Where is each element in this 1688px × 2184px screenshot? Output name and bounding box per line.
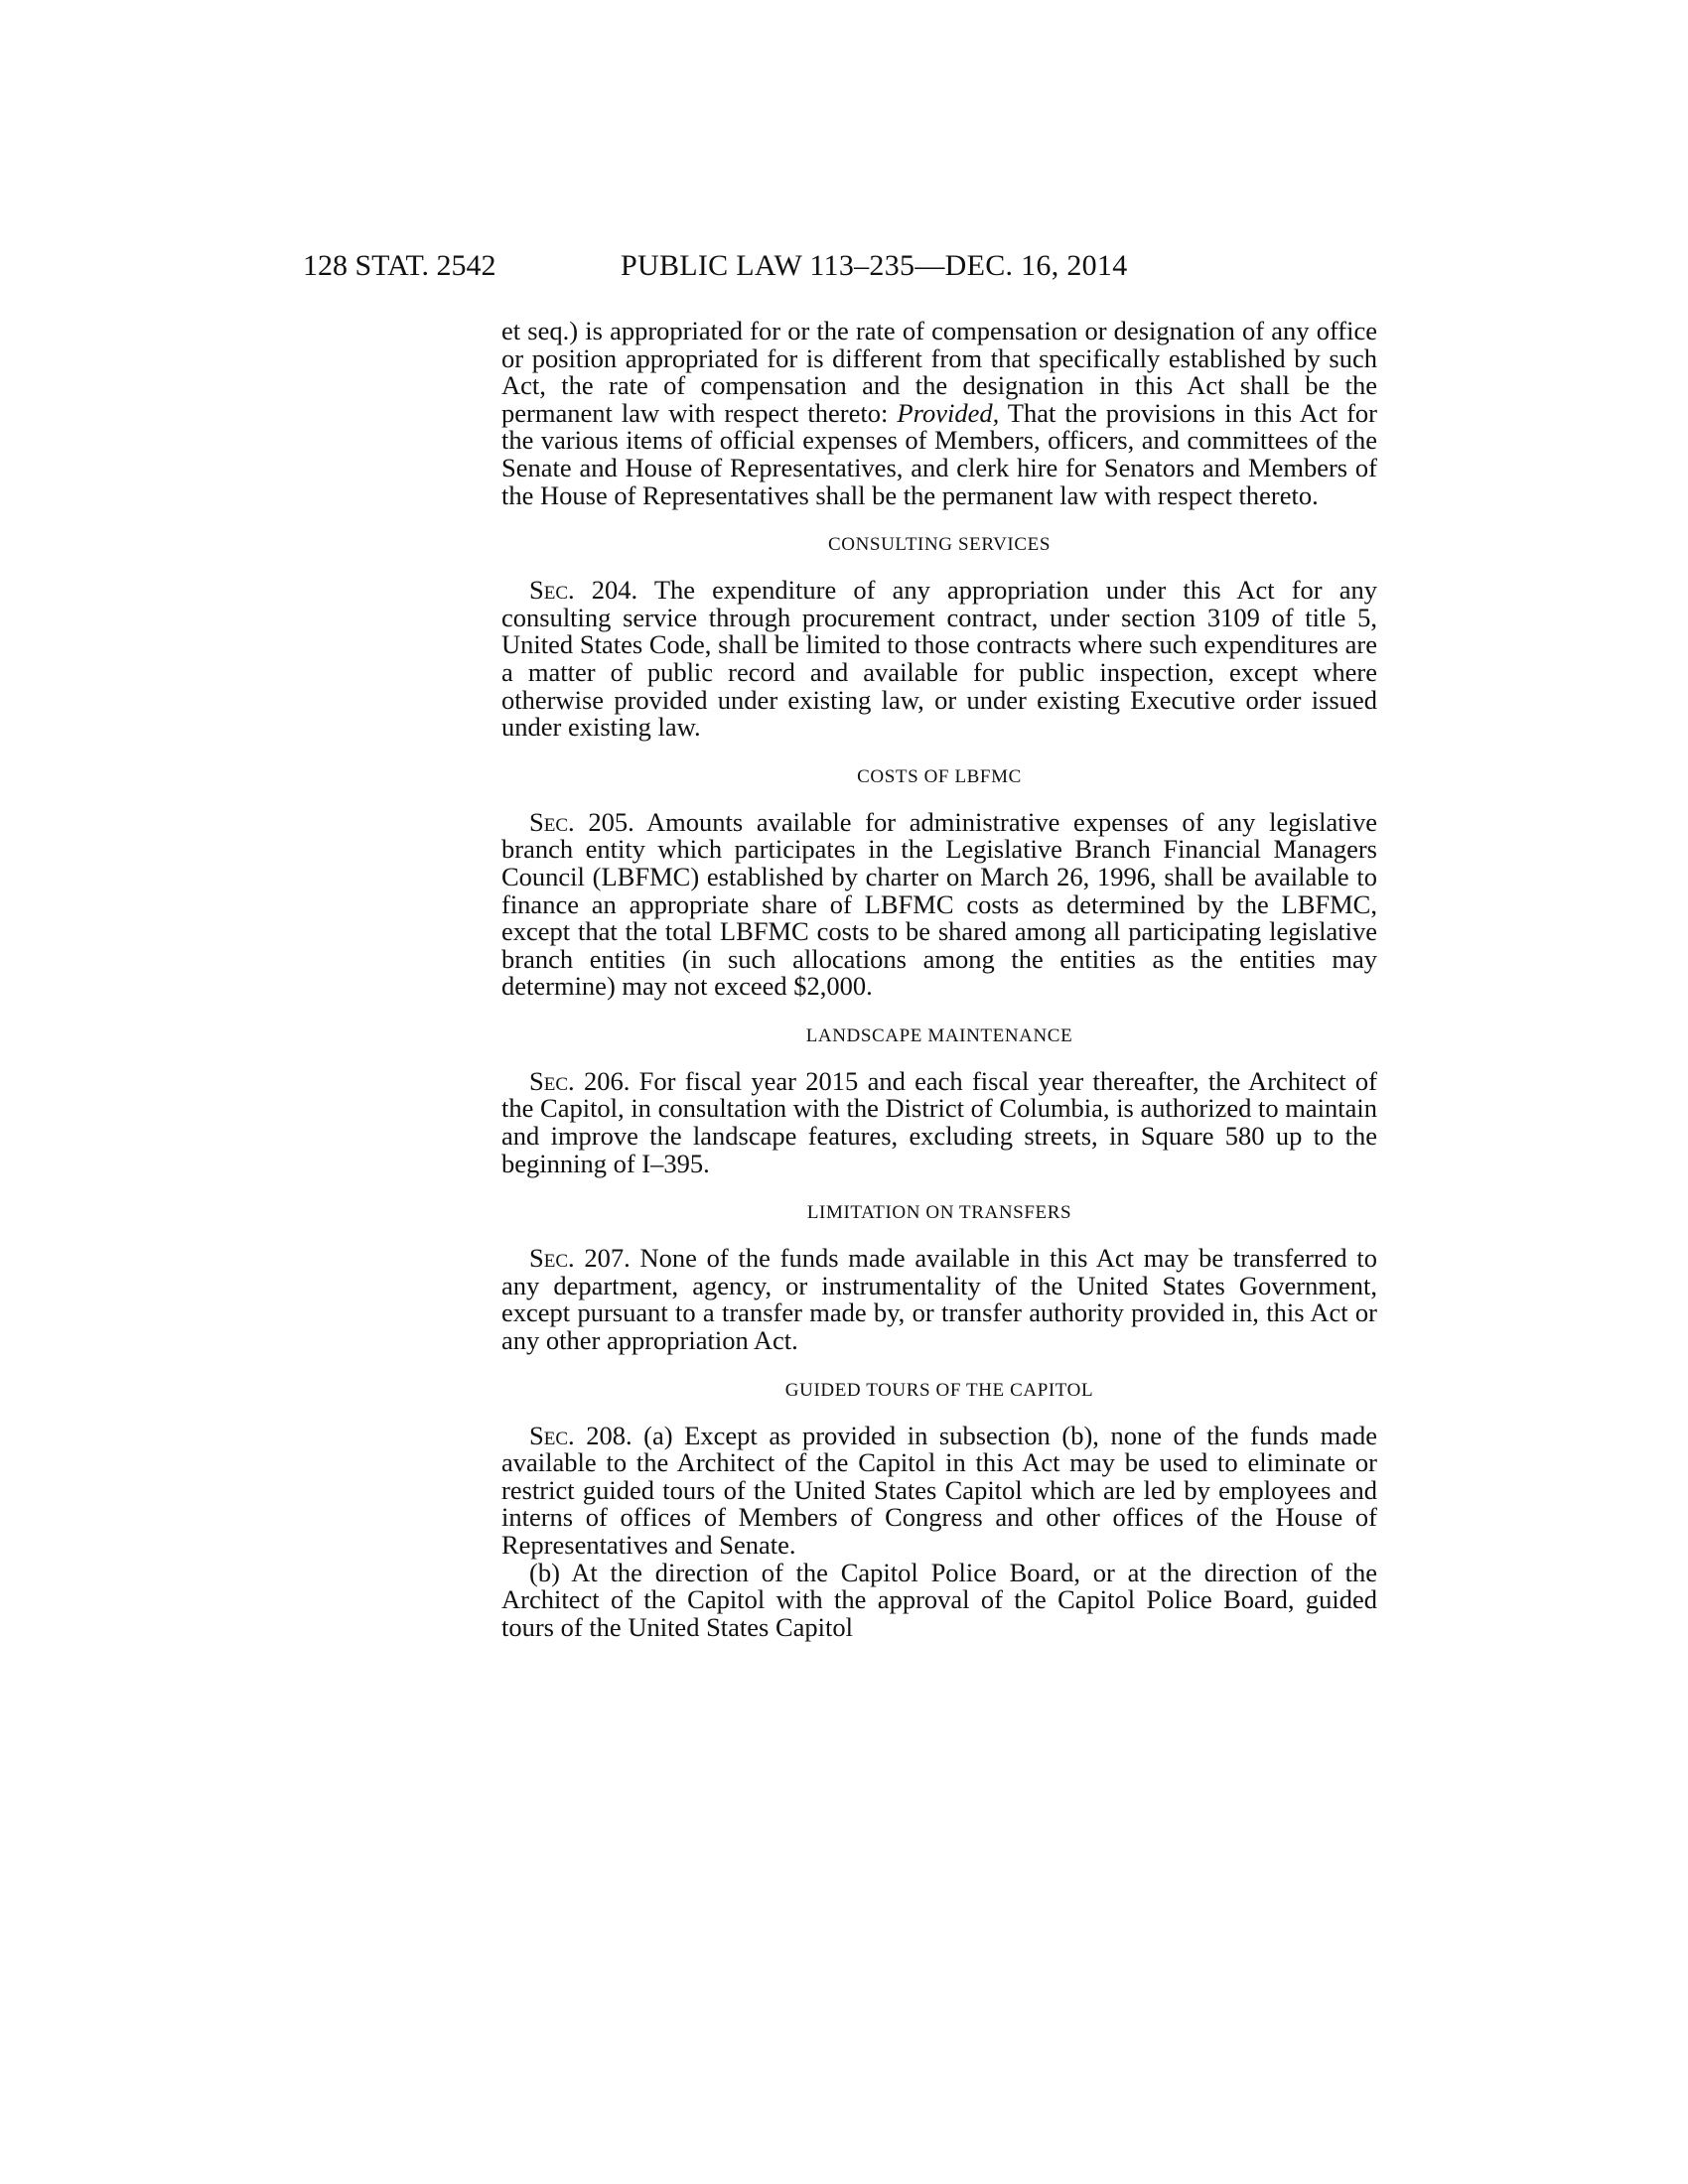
continuation-text-before: et seq.) is appropriated for or the rate of compensation or designation of any office or position appropriated for is different from that specifically established by such Act, the rate of compensation and the designation in this Act shall be the permanent law with respect thereto: [501,316,1377,428]
document-body [501,318,1377,1641]
continuation-text-after: That the provisions in this Act for the various items of official expenses of Members, officers, and committees of the Senate and House of Representatives, and clerk hire for Senators and Members of the House of Representatives shall be the permanent law with respect thereto. [501,397,1378,510]
continuation-paragraph [501,318,1377,509]
section-204-paragraph [501,577,1377,742]
section-heading-consulting-services: CONSULTING SERVICES [827,534,1051,556]
section-205-paragraph [501,806,1378,1002]
section-204-label: Sec. 204. [529,575,638,606]
section-206-paragraph [501,1065,1378,1178]
section-heading-landscape-maintenance: LANDSCAPE MAINTENANCE [805,1024,1073,1046]
section-heading-guided-tours: GUIDED TOURS OF THE CAPITOL [784,1379,1094,1401]
section-heading-costs-of-lbfmc: COSTS OF LBFMC [857,765,1022,787]
section-207-text: None of the funds made available in this Act may be transferred to any department, agency, or instrumentality of the United States Government, except pursuant to a transfer made by, or transfer authority provided in, this Act or any other appropriation Act. [501,1243,1377,1356]
statute-reference: 128 STAT. 2542 [303,249,496,282]
page-header [303,246,1296,286]
section-205-label: Sec. 205. [529,806,634,837]
section-208-subsection-b: (b) At the direction of the Capitol Police Board, or at the direction of the Architect of the Capitol with the approval of the Capitol Police Board, guided tours of the United States Capitol [501,1557,1377,1642]
section-206-text: For fiscal year 2015 and each fiscal year thereafter, the Architect of the Capitol, in consultation with the District of Columbia, is authorized to maintain and improve the landscape features, excluding streets, in Square 580 up to the beginning of I–395. [501,1065,1378,1178]
section-204-text: The expenditure of any appropriation under this Act for any consulting service through procurement contract, under section 3109 of title 5, United States Code, shall be limited to those contracts where such expenditures are a matter of public record and available for public inspection, except where otherwise provided under existing law, or under existing Executive order issued under existing law. [501,575,1377,743]
section-208-text: (a) Except as provided in subsection (b), none of the funds made available to the Architect of the Capitol in this Act may be used to eliminate or restrict guided tours of the United States Capitol which are led by employees and interns of offices of Members of Congress and other offices of the House of Representatives and Senate. [501,1420,1377,1560]
section-208-label: Sec. 208. [529,1420,633,1450]
section-205-text: Amounts available for administrative expenses of any legislative branch entity which participates in the Legislative Branch Financial Managers Council (LBFMC) established by charter on March 26, 1996, shall be available to finance an appropriate share of LBFMC costs as determined by the LBFMC, except that the total LBFMC costs to be shared among all participating legislative branch entities (in such allocations among the entities as the entities may determine) may not exceed $2,000. [501,806,1378,1002]
section-heading-limitation-on-transfers: LIMITATION ON TRANSFERS [806,1202,1072,1224]
section-208-paragraph [501,1420,1377,1560]
section-207-label: Sec. 207. [529,1243,631,1274]
public-law-title: PUBLIC LAW 113–235—DEC. 16, 2014 [621,249,1128,282]
proviso-term: Provided, [897,397,1000,428]
section-206-label: Sec. 206. [529,1065,631,1096]
section-207-paragraph [501,1245,1377,1354]
